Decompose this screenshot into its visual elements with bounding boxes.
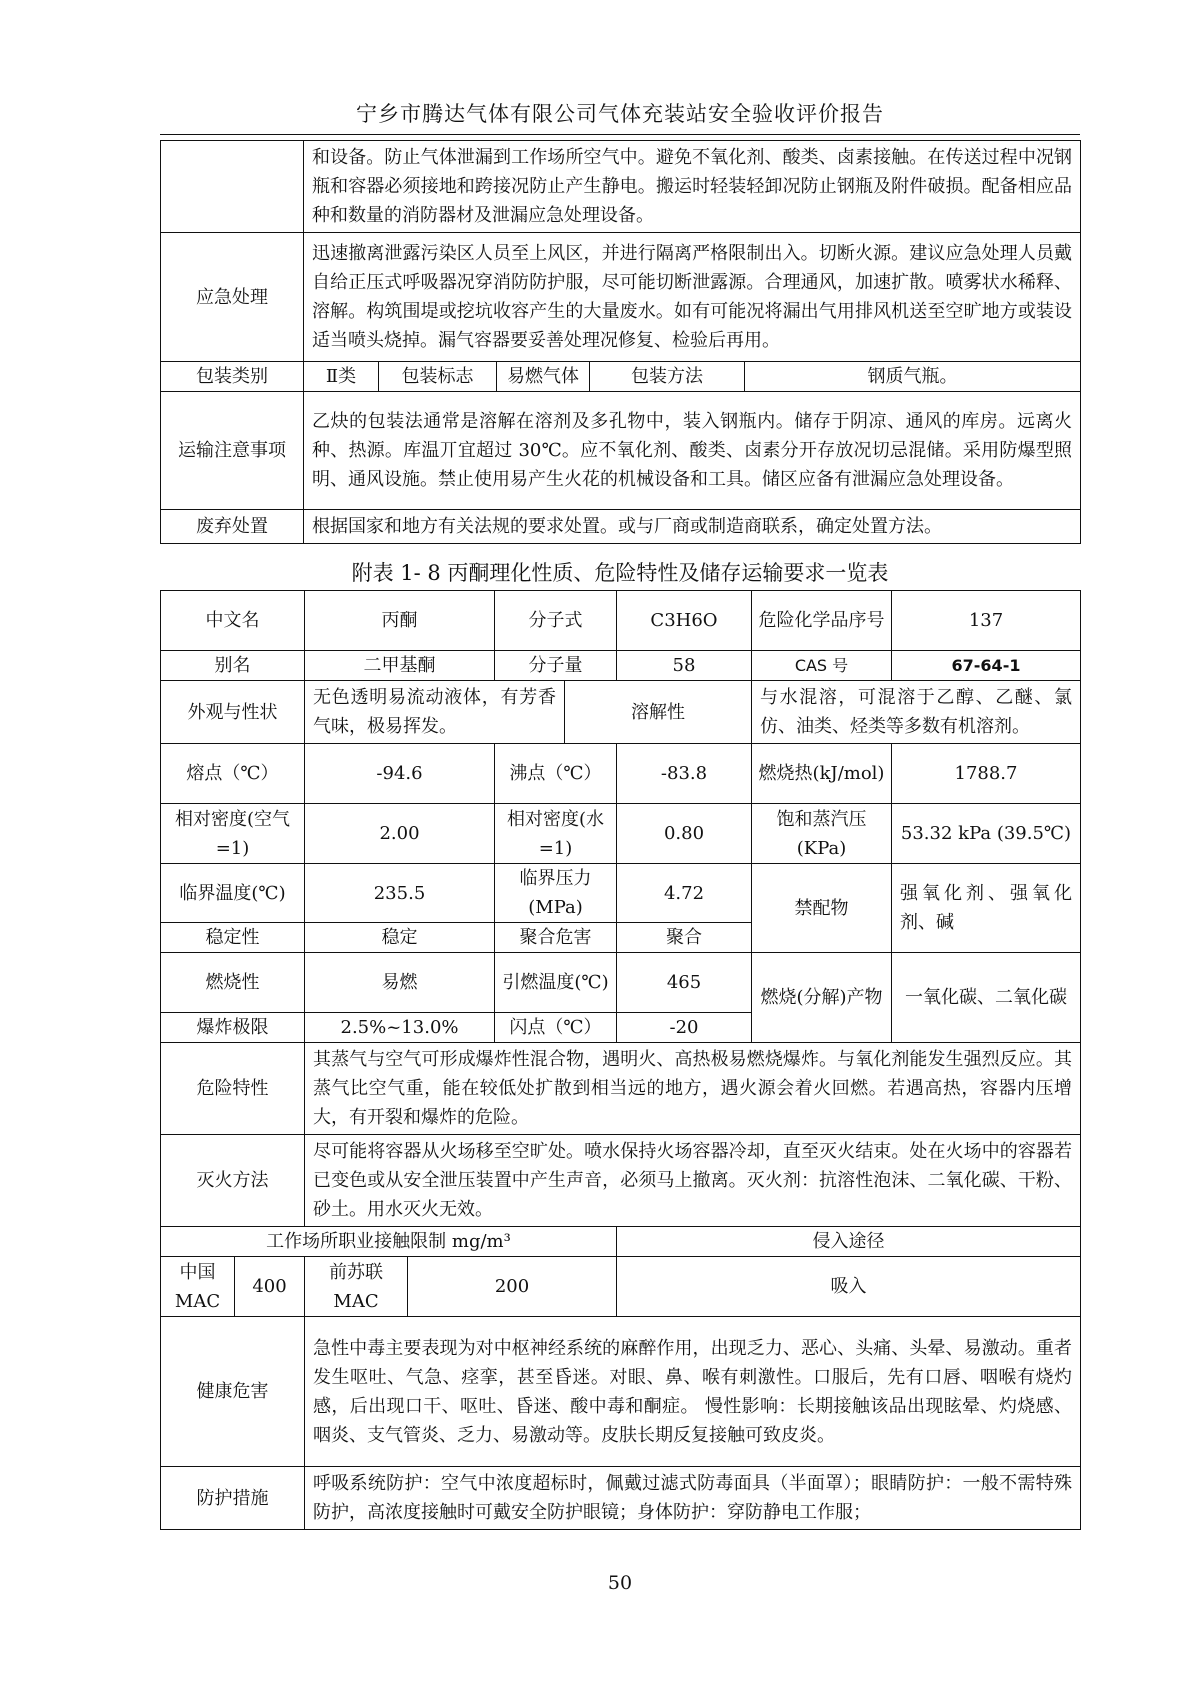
handling-text: 和设备。防止气体泄漏到工作场所空气中。避免不氧化剂、酸类、卤素接触。在传送过程中况钢瓶和容器必须接地和跨接况防止产生静电。搬运时轻装轻卸况防止钢瓶及附件破损。配备相应品种和数量的消防器材及泄漏应急处理设备。 <box>304 141 1081 233</box>
header-rule <box>160 134 1080 135</box>
flash-label: 闪点（℃） <box>495 1013 617 1043</box>
pack-class-label: 包装类别 <box>161 362 304 392</box>
acetylene-table-continued <box>160 140 1081 544</box>
flam: 易燃 <box>305 953 495 1013</box>
poly-label: 聚合危害 <box>495 923 617 953</box>
explosive: 2.5%~13.0% <box>305 1013 495 1043</box>
table-title: 附表 1- 8 丙酮理化性质、危险特性及储存运输要求一览表 <box>351 561 889 585</box>
fire-text: 尽可能将容器从火场移至空旷处。喷水保持火场容器冷却，直至灭火结束。处在火场中的容器若已变色或从安全泄压装置中产生声音，必须马上撤离。灭火剂：抗溶性泡沫、二氧化碳、干粉、砂土。用水灭火无效。 <box>305 1135 1081 1227</box>
flash: -20 <box>617 1013 752 1043</box>
protect-label: 防护措施 <box>161 1467 305 1530</box>
transport-text: 乙炔的包装法通常是溶解在溶剂及多孔物中，装入钢瓶内。储存于阴凉、通风的库房。远离火种、热源。库温丌宜超过 30℃。应不氧化剂、酸类、卤素分开存放况切忌混储。采用防爆型照明、通风设施。禁止使用易产生火花的机械设备和工具。储区应备有泄漏应急处理设备。 <box>304 392 1081 510</box>
bp-label: 沸点（℃） <box>495 744 617 804</box>
emergency-text: 迅速撤离泄露污染区人员至上风区，并进行隔离严格限制出入。切断火源。建议应急处理人员戴自给正压式呼吸器况穿消防防护服，尽可能切断泄露源。合理通风，加速扩散。喷雾状水稀释、溶解。构筑围堤或挖坑收容产生的大量废水。如有可能况将漏出气用排风机送至空旷地方或装设适当喷头烧掉。漏气容器要妥善处理况修复、检验后再用。 <box>304 233 1081 362</box>
appearance: 无色透明易流动液体，有芳香气味，极易挥发。 <box>305 681 565 744</box>
china-mac-label: 中国MAC <box>161 1257 235 1317</box>
table-cell <box>161 141 304 233</box>
hazno-label: 危险化学品序号 <box>752 591 892 651</box>
mp-label: 熔点（℃） <box>161 744 305 804</box>
hazard-label: 危险特性 <box>161 1043 305 1135</box>
hazard-text: 其蒸气与空气可形成爆炸性混合物，遇明火、高热极易燃烧爆炸。与氧化剂能发生强烈反应。其蒸气比空气重，能在较低处扩散到相当远的地方，遇火源会着火回燃。若遇高热，容器内压增大，有开裂和爆炸的危险。 <box>305 1043 1081 1135</box>
pack-mark: 易燃气体 <box>497 362 590 392</box>
rd-water-label: 相对密度(水=1) <box>495 804 617 864</box>
fire-label: 灭火方法 <box>161 1135 305 1227</box>
heat-label: 燃烧热(kJ/mol) <box>752 744 892 804</box>
pack-method: 钢质气瓶。 <box>745 362 1081 392</box>
formula: C3H6O <box>617 591 752 651</box>
page-header: 宁乡市腾达气体有限公司气体充装站安全验收评价报告 <box>356 102 884 126</box>
hazno: 137 <box>892 591 1081 651</box>
stability-label: 稳定性 <box>161 923 305 953</box>
health-text: 急性中毒主要表现为对中枢神经系统的麻醉作用，出现乏力、恶心、头痛、头晕、易激动。重者发生呕吐、气急、痉挛，甚至昏迷。对眼、鼻、喉有刺激性。口服后，先有口唇、咽喉有烧灼感，后出现口干、呕吐、昏迷、酸中毒和酮症。 慢性影响：长期接触该品出现眩晕、灼烧感、咽炎、支气管炎、乏力、易激动等。皮肤长期反复接触可致皮炎。 <box>305 1317 1081 1467</box>
solubility-label: 溶解性 <box>565 681 752 744</box>
mw-label: 分子量 <box>495 651 617 681</box>
stability: 稳定 <box>305 923 495 953</box>
poly: 聚合 <box>617 923 752 953</box>
rd-air-label: 相对密度(空气=1) <box>161 804 305 864</box>
route-label: 侵入途径 <box>617 1227 1081 1257</box>
waste-label: 废弃处置 <box>161 510 304 544</box>
flam-label: 燃烧性 <box>161 953 305 1013</box>
pack-mark-label: 包装标志 <box>379 362 497 392</box>
vp: 53.32 kPa (39.5℃) <box>892 804 1081 864</box>
ussr-mac: 200 <box>408 1257 617 1317</box>
acetone-table <box>160 590 1081 1530</box>
ignition: 465 <box>617 953 752 1013</box>
cn-name-label: 中文名 <box>161 591 305 651</box>
incomp-label: 禁配物 <box>752 864 892 953</box>
cp-label: 临界压力(MPa) <box>495 864 617 923</box>
alias: 二甲基酮 <box>305 651 495 681</box>
protect-text: 呼吸系统防护：空气中浓度超标时，佩戴过滤式防毒面具（半面罩）；眼睛防护：一般不需特殊防护，高浓度接触时可戴安全防护眼镜；身体防护：穿防静电工作服； <box>305 1467 1081 1530</box>
china-mac: 400 <box>235 1257 305 1317</box>
cn-name: 丙酮 <box>305 591 495 651</box>
explosive-label: 爆炸极限 <box>161 1013 305 1043</box>
emergency-label: 应急处理 <box>161 233 304 362</box>
rd-water: 0.80 <box>617 804 752 864</box>
decomp: 一氧化碳、二氧化碳 <box>892 953 1081 1043</box>
cp: 4.72 <box>617 864 752 923</box>
mw: 58 <box>617 651 752 681</box>
formula-label: 分子式 <box>495 591 617 651</box>
ct-label: 临界温度(℃) <box>161 864 305 923</box>
alias-label: 别名 <box>161 651 305 681</box>
route: 吸入 <box>617 1257 1081 1317</box>
solubility: 与水混溶，可混溶于乙醇、乙醚、氯仿、油类、烃类等多数有机溶剂。 <box>752 681 1081 744</box>
pack-method-label: 包装方法 <box>590 362 745 392</box>
oel-label: 工作场所职业接触限制 mg/m³ <box>161 1227 617 1257</box>
incomp: 强氧化剂、强氧化剂、碱 <box>892 864 1081 953</box>
appearance-label: 外观与性状 <box>161 681 305 744</box>
health-label: 健康危害 <box>161 1317 305 1467</box>
waste-text: 根据国家和地方有关法规的要求处置。或与厂商或制造商联系，确定处置方法。 <box>304 510 1081 544</box>
ct: 235.5 <box>305 864 495 923</box>
ussr-mac-label: 前苏联MAC <box>305 1257 408 1317</box>
vp-label: 饱和蒸汽压(KPa) <box>752 804 892 864</box>
ignition-label: 引燃温度(℃) <box>495 953 617 1013</box>
mp: -94.6 <box>305 744 495 804</box>
page-number: 50 <box>607 1572 633 1594</box>
rd-air: 2.00 <box>305 804 495 864</box>
bp: -83.8 <box>617 744 752 804</box>
decomp-label: 燃烧(分解)产物 <box>752 953 892 1043</box>
pack-class: Ⅱ类 <box>304 362 379 392</box>
cas-label: CAS 号 <box>752 651 892 681</box>
transport-label: 运输注意事项 <box>161 392 304 510</box>
heat: 1788.7 <box>892 744 1081 804</box>
cas: 67-64-1 <box>892 651 1081 681</box>
